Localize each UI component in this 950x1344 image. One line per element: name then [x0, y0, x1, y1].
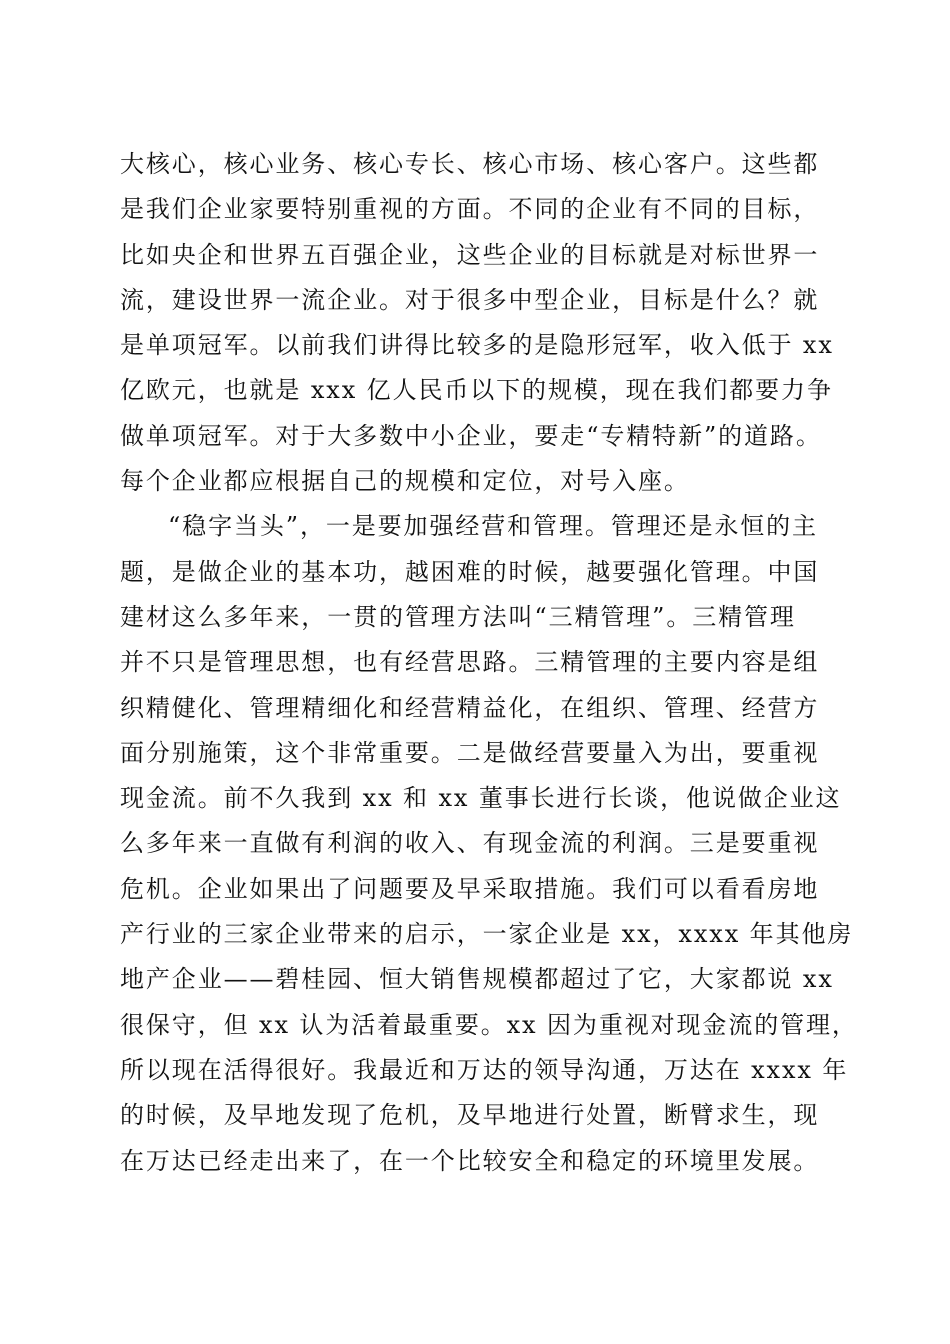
- text-line: 每个企业都应根据自己的规模和定位，对号入座。: [120, 467, 690, 496]
- text-line: 做单项冠军。对于大多数中小企业，要走“专精特新”的道路。: [120, 421, 822, 450]
- text-line: 建材这么多年来，一贯的管理方法叫“三精管理”。三精管理: [120, 602, 796, 631]
- text-line: 么多年来一直做有利润的收入、有现金流的利润。三是要重视: [120, 829, 820, 858]
- paragraph-2: [120, 504, 858, 1183]
- text-line: 织精健化、管理精细化和经营精益化，在组织、管理、经营方: [120, 693, 820, 722]
- text-line: 现金流。前不久我到 xx 和 xx 董事长进行长谈，他说做企业这: [120, 784, 842, 813]
- text-line: 并不只是管理思想，也有经营思路。三精管理的主要内容是组: [120, 648, 820, 677]
- text-line: 地产企业——碧桂园、恒大销售规模都超过了它，大家都说 xx: [120, 965, 834, 994]
- text-line: 的时候，及早地发现了危机，及早地进行处置，断臂求生，现: [120, 1101, 820, 1130]
- text-line: 亿欧元，也就是 xxx 亿人民币以下的规模，现在我们都要力争: [120, 376, 833, 405]
- text-line: 在万达已经走出来了，在一个比较安全和稳定的环境里发展。: [120, 1146, 820, 1175]
- text-line: 大核心，核心业务、核心专长、核心市场、核心客户。这些都: [120, 150, 820, 178]
- text-line: 流，建设世界一流企业。对于很多中型企业，目标是什么？就: [120, 285, 820, 314]
- paragraph-1: [120, 142, 842, 504]
- text-line: 面分别施策，这个非常重要。二是做经营要量入为出，要重视: [120, 738, 820, 767]
- text-line: “稳字当头”，一是要加强经营和管理。管理还是永恒的主: [168, 512, 818, 541]
- text-line: 危机。企业如果出了问题要及早采取措施。我们可以看看房地: [120, 874, 820, 903]
- text-line: 题，是做企业的基本功，越困难的时候，越要强化管理。中国: [120, 557, 820, 586]
- text-line: 很保守，但 xx 认为活着最重要。xx 因为重视对现金流的管理，: [120, 1010, 858, 1039]
- text-line: 是单项冠军。以前我们讲得比较多的是隐形冠军，收入低于 xx: [120, 331, 834, 360]
- text-line: 比如央企和世界五百强企业，这些企业的目标就是对标世界一: [120, 240, 820, 269]
- text-line: 所以现在活得很好。我最近和万达的领导沟通，万达在 xxxx 年: [120, 1055, 849, 1084]
- text-line: 是我们企业家要特别重视的方面。不同的企业有不同的目标，: [120, 195, 820, 224]
- body-text: [120, 142, 858, 1184]
- text-line: 产行业的三家企业带来的启示，一家企业是 xx，xxxx 年其他房: [120, 920, 854, 949]
